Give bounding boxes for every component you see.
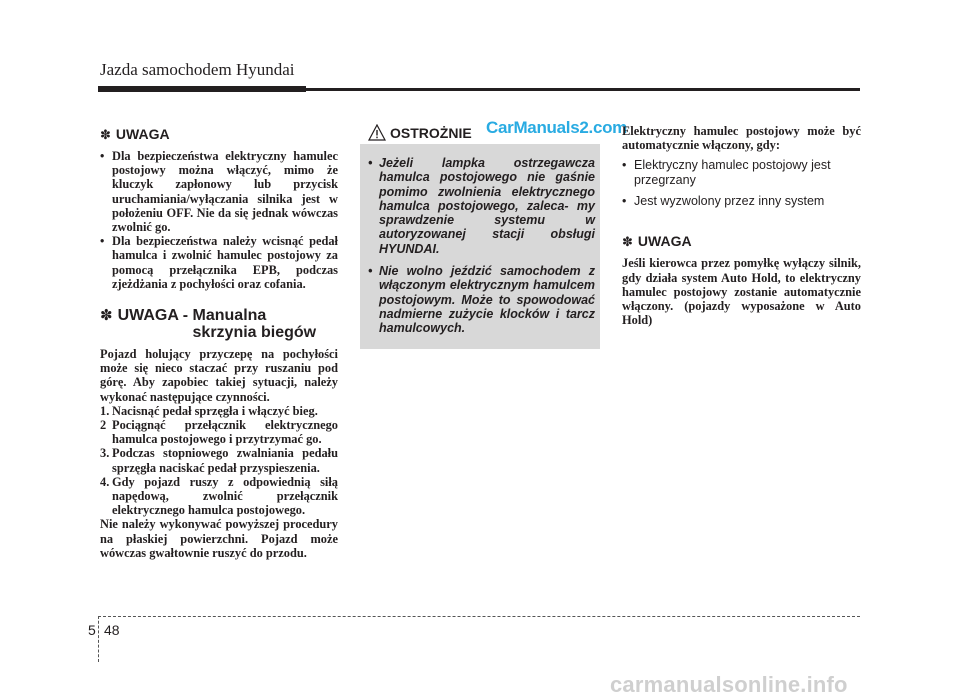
list-item: • Elektryczny hamulec postojowy jest przegrzany (622, 158, 861, 188)
paragraph: Jeśli kierowca przez pomyłkę wyłączy silnik, gdy działa system Auto Hold, to elektryczny hamulec postojowy zostanie automatycznie włączony. (pojazdy wyposażone w Auto Hold) (622, 256, 861, 328)
heading-lead: UWAGA - (117, 307, 193, 325)
manual-transmission-heading (100, 307, 338, 341)
step-item (100, 446, 338, 474)
note-heading-label: UWAGA (115, 126, 170, 142)
step-number: 4. (100, 474, 110, 489)
list-item: • Dla bezpieczeństwa należy wcisnąć pedał hamulca i zwolnić hamulec postojowy za pomocą przełącznika EPB, podczas zjeżdżania z pochyłości oraz cofania. (100, 234, 338, 291)
footer-divider (98, 616, 99, 662)
note-heading-label: UWAGA (637, 233, 692, 250)
watermark-link[interactable]: CarManuals2.com (486, 118, 627, 137)
caution-box (360, 124, 600, 349)
step-item (100, 418, 338, 446)
step-text: Nacisnąć pedał sprzęgła i włączyć bieg. (112, 403, 318, 418)
header-rule (98, 88, 860, 91)
caution-body (368, 156, 595, 344)
column-right (622, 124, 861, 327)
asterisk-icon: ✽ (622, 234, 633, 250)
step-item (100, 404, 338, 418)
page-number: 48 (104, 622, 120, 638)
step-text: Pociągnąć przełącznik elektrycznego hamulca postojowego i przytrzymać go. (112, 418, 338, 447)
paragraph: Nie należy wykonywać powyższej procedury na płaskiej powierzchni. Pojazd może wówczas gwałtownie ruszyć do przodu. (100, 517, 338, 560)
list-item: • Nie wolno jeździć samochodem z włączonym elektrycznym hamulcem postojowym. Może to spowodować nadmierne zużycie klocków i tarcz hamulcowych. (368, 264, 595, 335)
step-text: Podczas stopniowego zwalniania pedału sprzęgła naciskać pedał przyspieszenia. (112, 446, 338, 475)
asterisk-icon: ✽ (100, 307, 113, 325)
step-item (100, 475, 338, 518)
caution-label: OSTROŻNIE (390, 125, 472, 141)
footer-rule (98, 616, 860, 617)
site-watermark: carmanualsonline.info (610, 672, 848, 697)
paragraph: Pojazd holujący przyczepę na pochyłości może się nieco staczać przy ruszaniu pod górę. Aby zapobiec takiej sytuacji, należy wykonać następujące czynności. (100, 347, 338, 404)
column-left (100, 126, 338, 560)
paragraph: Elektryczny hamulec postojowy może być automatycznie włączony, gdy: (622, 124, 861, 153)
step-number: 2 (100, 418, 107, 433)
list-item: • Dla bezpieczeństwa elektryczny hamulec postojowy można włączyć, mimo że kluczyk zapłonowy lub przycisk uruchamiania/wyłączania silnika jest w położeniu OFF. Nie da się jednak wówczas zwolnić go. (100, 149, 338, 234)
page-header-title: Jazda samochodem Hyundai (100, 60, 295, 79)
warning-triangle-icon (368, 124, 386, 141)
chapter-number: 5 (88, 622, 96, 638)
note-heading (622, 233, 861, 250)
list-item: • Jeżeli lampka ostrzegawcza hamulca postojowego nie gaśnie pomimo zwolnienia elektrycznego hamulca postojowego, zaleca- my sprawdzenie systemu w autoryzowanej stacji obsługi HYUNDAI. (368, 156, 595, 256)
heading-rest: Manualna skrzynia biegów (192, 307, 317, 342)
step-text: Gdy pojazd ruszy z odpowiednią siłą napędową, zwolnić przełącznik elektrycznego hamulca postojowego. (112, 474, 338, 518)
note-heading (100, 126, 338, 143)
step-number: 1. (100, 403, 110, 418)
asterisk-icon: ✽ (100, 127, 111, 142)
step-number: 3. (100, 446, 110, 461)
list-item: • Jest wyzwolony przez inny system (622, 194, 861, 209)
